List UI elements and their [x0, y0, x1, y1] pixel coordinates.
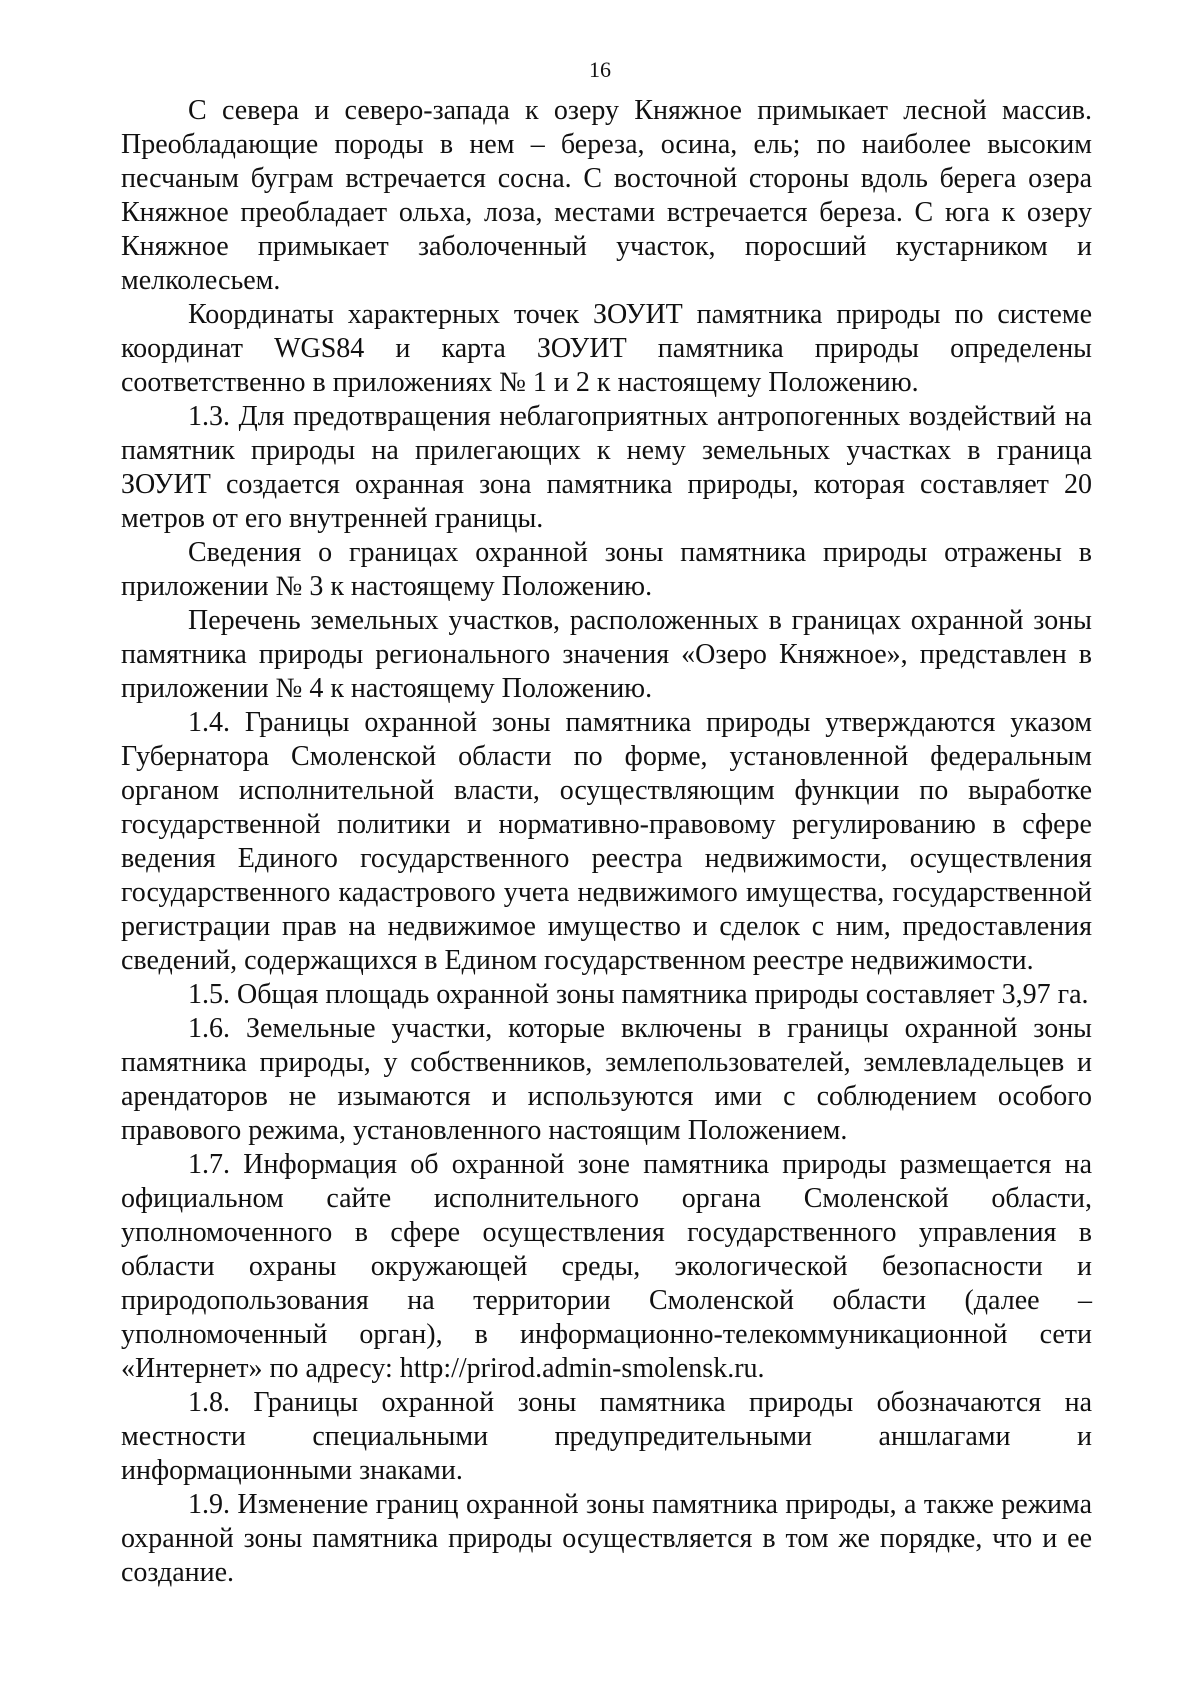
- paragraph-1-6: 1.6. Земельные участки, которые включены в границы охранной зоны памятника природы, у собственников, землепользователей, землевладельцев и арендаторов не изымаются и используются ими с соблюдением особого правового режима, установленного настоящим Положением.: [121, 1013, 1092, 1146]
- paragraph-boundaries-info: Сведения о границах охранной зоны памятника природы отражены в приложении № 3 к настоящему Положению.: [121, 537, 1092, 602]
- paragraph-coordinates: Координаты характерных точек ЗОУИТ памятника природы по системе координат WGS84 и карта ЗОУИТ памятника природы определены соответственно в приложениях № 1 и 2 к настоящему Положению.: [121, 299, 1092, 398]
- paragraph-forest: С севера и северо-запада к озеру Княжное примыкает лесной массив. Преобладающие породы в нем – береза, осина, ель; по наиболее высоким песчаным буграм встречается сосна. С восточной стороны вдоль берега озера Княжное преобладает ольха, лоза, местами встречается береза. С юга к озеру Княжное примыкает заболоченный участок, поросший кустарником и мелколесьем.: [121, 95, 1092, 296]
- paragraph-1-8: 1.8. Границы охранной зоны памятника природы обозначаются на местности специальными предупредительными аншлагами и информационными знаками.: [121, 1387, 1092, 1486]
- paragraph-1-3: 1.3. Для предотвращения неблагоприятных антропогенных воздействий на памятник природы на прилегающих к нему земельных участках в граница ЗОУИТ создается охранная зона памятника природы, которая составляет 20 метров от его внутренней границы.: [121, 401, 1092, 534]
- document-body: [121, 94, 1092, 1590]
- paragraph-1-7-text: 1.7. Информация об охранной зоне памятника природы размещается на официальном сайте исполнительного органа Смоленской области, уполномоченного в сфере осуществления государственного управления в области охраны окружающей среды, экологической безопасности и природопользования на территории Смоленской области (далее – уполномоченный орган), в информационно-телекоммуникационной сети «Интернет» по адресу:: [121, 1149, 1092, 1384]
- paragraph-1-5: 1.5. Общая площадь охранной зоны памятника природы составляет 3,97 га.: [188, 979, 1089, 1010]
- paragraph-1-7: [121, 1148, 1092, 1386]
- paragraph-1-9: 1.9. Изменение границ охранной зоны памятника природы, а также режима охранной зоны памятника природы осуществляется в том же порядке, что и ее создание.: [121, 1489, 1092, 1588]
- paragraph-1-4: 1.4. Границы охранной зоны памятника природы утверждаются указом Губернатора Смоленской области по форме, установленной федеральным органом исполнительной власти, осуществляющим функции по выработке государственной политики и нормативно-правовому регулированию в сфере ведения Единого государственного реестра недвижимости, осуществления государственного кадастрового учета недвижимого имущества, государственной регистрации прав на недвижимое имущество и сделок с ним, предоставления сведений, содержащихся в Едином государственном реестре недвижимости.: [121, 707, 1092, 976]
- page-number: 16: [589, 57, 611, 82]
- paragraph-land-plots: Перечень земельных участков, расположенных в границах охранной зоны памятника природы регионального значения «Озеро Княжное», представлен в приложении № 4 к настоящему Положению.: [121, 605, 1092, 704]
- website-link[interactable]: http://prirod.admin-smolensk.ru.: [399, 1353, 765, 1384]
